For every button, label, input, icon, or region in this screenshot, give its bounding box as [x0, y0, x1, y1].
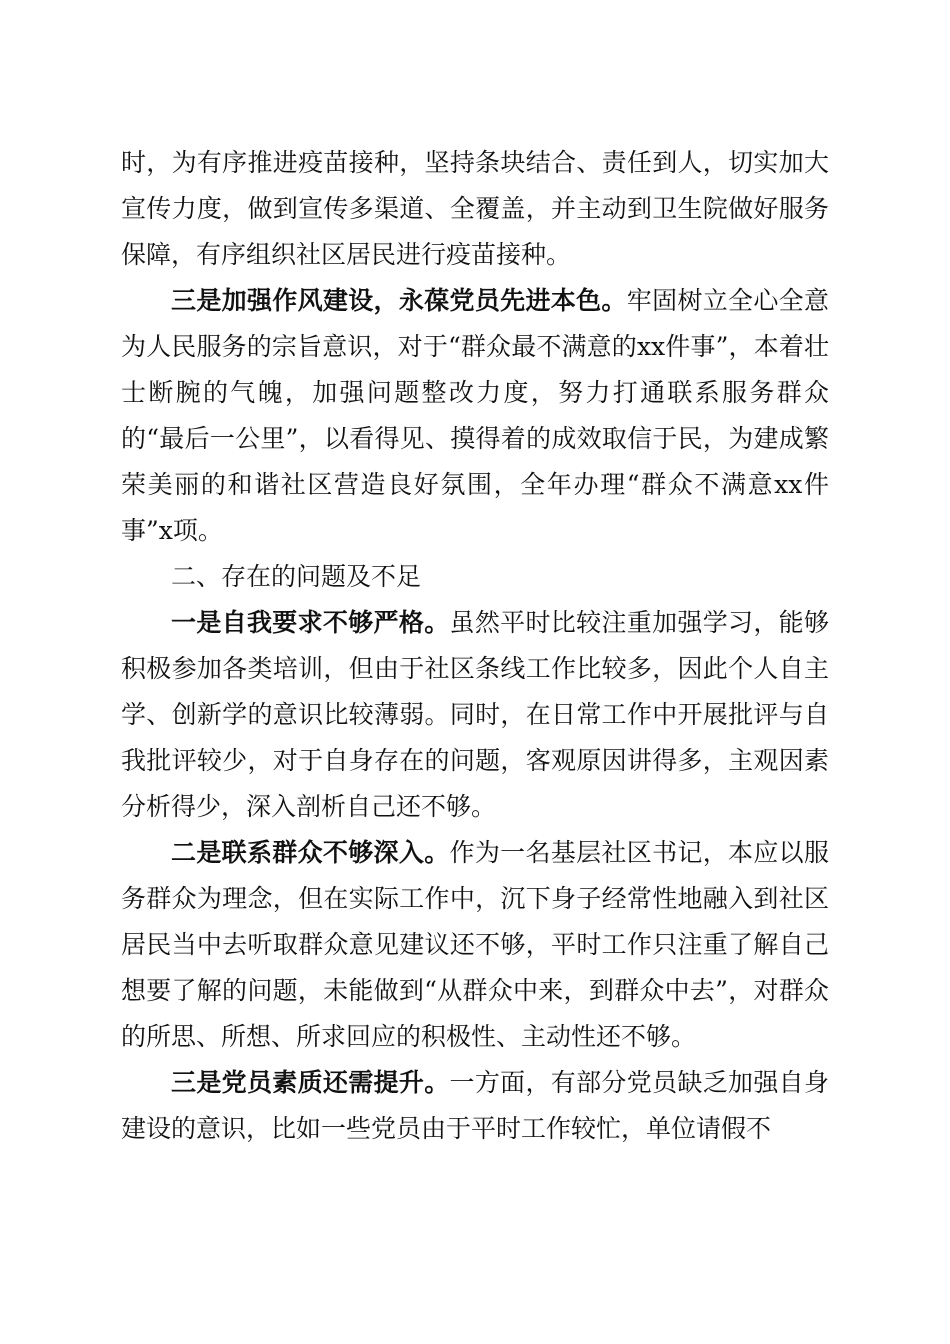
paragraph-text: 作为一名基层社区书记，本应以服务群众为理念，但在实际工作中，沉下身子经常性地融入到社区居民当中去听取群众意见建议还不够，平时工作只注重了解自己想要了解的问题，未能做到“从群众中来，到群众中去”，对群众的所思、所想、所求回应的积极性、主动性还不够。	[121, 838, 829, 1051]
paragraph-text: 牢固树立全心全意为人民服务的宗旨意识，对于“群众最不满意的xx件事”，本着壮士断腕的气魄，加强问题整改力度，努力打通联系服务群众的“最后一公里”，以看得见、摸得着的成效取信于民，为建成繁荣美丽的和谐社区营造良好氛围，全年办理“群众不满意xx件事”x项。	[121, 286, 829, 545]
paragraph-text: 时，为有序推进疫苗接种，坚持条块结合、责任到人，切实加大宣传力度，做到宣传多渠道、全覆盖，并主动到卫生院做好服务保障，有序组织社区居民进行疫苗接种。	[121, 148, 829, 269]
paragraph-lead: 二是联系群众不够深入。	[171, 838, 450, 867]
section-heading: 二、存在的问题及不足	[171, 562, 422, 591]
paragraph-lead: 三是党员素质还需提升。	[171, 1068, 450, 1097]
paragraph-text: 一方面，有部分党员缺乏加强自身建设的意识，比如一些党员由于平时工作较忙，单位请假不	[121, 1068, 829, 1143]
paragraph-problem-2	[121, 830, 829, 1060]
paragraph-lead: 三是加强作风建设，永葆党员先进本色。	[171, 286, 627, 315]
paragraph-work-style	[121, 278, 829, 554]
paragraph-lead: 一是自我要求不够严格。	[171, 608, 450, 637]
paragraph-continuation	[121, 140, 829, 278]
paragraph-text: 虽然平时比较注重加强学习，能够积极参加各类培训，但由于社区条线工作比较多，因此个人自主学、创新学的意识比较薄弱。同时，在日常工作中开展批评与自我批评较少，对于自身存在的问题，客观原因讲得多，主观因素分析得少，深入剖析自己还不够。	[121, 608, 829, 821]
document-body	[121, 140, 829, 1152]
paragraph-problem-3	[121, 1060, 829, 1152]
paragraph-problem-1	[121, 600, 829, 830]
